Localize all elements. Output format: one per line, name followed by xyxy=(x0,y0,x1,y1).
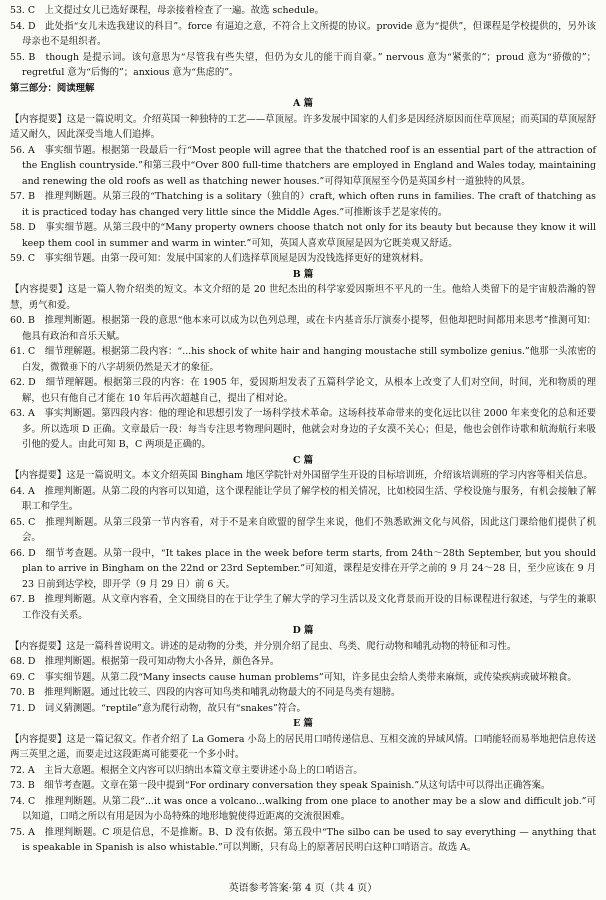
passage-heading-b: B 篇 xyxy=(292,268,314,280)
answer-62: 62. D 细节理解题。根据第三段的内容：在 1905 年，爱因斯坦发表了五篇科学论文，从根本上改变了人们对空间，时间，光和物质的理解，也只有他自己才能在 10 年后再次超越自己，提出了相对论。 xyxy=(10,377,596,404)
answer-70: 70. B 推理判断题。通过比较三、四段的内容可知鸟类和哺乳动物最大的不同是鸟类有翅膀。 xyxy=(10,687,401,698)
answer-69: 69. C 事实细节题。从第二段“Many insects cause human problems”可知，许多昆虫会给人类带来麻烦，或传染疾病或破坏粮食。 xyxy=(10,671,577,683)
summary-b: 【内容提要】这是一篇人物介绍类的短文。本文介绍的是 20 世纪杰出的科学家爱因斯坦不平凡的一生。他给人类留下的是宇宙般浩瀚的智慧，勇气和爱。 xyxy=(10,284,596,311)
answer-59: 59. C 事实细节题。由第一段可知：发展中国家的人们选择草顶屋是因为没钱选择更好的建筑材料。 xyxy=(10,253,429,264)
answer-68: 68. D 推理判断题。根据第一段可知动物大小各异，颜色各异。 xyxy=(10,656,280,667)
answer-67: 67. B 推理判断题。从文章内容看，全文围绕目的在于让学生了解大学的学习生活以及文化背景而开设的目标课程进行叙述，与学生的兼职工作没有关系。 xyxy=(10,594,596,621)
answer-55: 55. B though 是提示词。该句意思为“尽管我有些失望，但仍为女儿的能干而自豪。” nervous 意为“紧张的”；proud 意为“骄傲的”；regretful 意为“后悔的”；anxious 意为“焦虑的”。 xyxy=(10,51,596,78)
answer-71: 71. D 词义猜测题。“reptile”意为爬行动物，故只有“snakes”符合。 xyxy=(10,702,306,714)
answer-65: 65. C 推理判断题。从第三段第一节内容看，对于不是来自欧盟的留学生来说，他们不熟悉欧洲文化与风俗，因此这门课给他们提供了机会。 xyxy=(10,516,596,543)
answer-57: 57. B 推理判断题。从第三段的“Thatching is a solitary（独自的）craft, which often runs in families. The craft of thatching as it is practiced today has changed very little since the Middle Ages.”可推断该手艺是家传的。 xyxy=(10,191,596,218)
answer-72: 72. A 主旨大意题。根据全文内容可以归纳出本篇文章主要讲述小岛上的口哨语言。 xyxy=(10,764,363,776)
answer-64: 64. A 推理判断题。从第二段的内容可以知道，这个课程能让学员了解学校的相关情况，比如校园生活、学校设施与服务，有机会接触了解职工和学生。 xyxy=(10,485,596,512)
summary-d: 【内容提要】这是一篇科普说明文。讲述的是动物的分类，并分别介绍了昆虫、鸟类、爬行动物和哺乳动物的特征和习性。 xyxy=(10,640,517,652)
page-footer: 英语参考答案·第 4 页（共 4 页） xyxy=(228,882,378,894)
answer-56: 56. A 事实细节题。根据第一段最后一行“Most people will agree that the thatched roof is an essential part of the attraction of the English countryside.”和第三段中“Over 800 full-time thatchers are employed in England and Wales today, maintaining and renewing the old roofs as well as thatching newer houses.”可得知草顶屋至今仍是英国乡村一道独特的风景。 xyxy=(10,144,596,187)
passage-heading-a: A 篇 xyxy=(293,98,313,109)
answer-74: 74. C 推理判断题。从第二段“...it was once a volcano...walking from one place to another may be a slow and difficult job.”可以知道，口哨之所以有用是因为小岛特殊的地形地貌使得近距离的交流很困难。 xyxy=(10,795,596,822)
answer-73: 73. B 细节考查题。文章在第一段中提到“For ordinary conversation they speak Spainish.”从这句话中可以得出正确答案。 xyxy=(10,780,551,791)
answer-63: 63. A 事实判断题。第四段内容：他的理论和思想引发了一场科学技术革命。这场科技革命带来的变化远比以往 2000 年来变化的总和还要多。所以选项 D 正确。文章最后一段：每当专注思考物理问题时，他就会对身边的子女漠不关心；但是，他也会创作诗歌和航海航行来吸引他的爱人。由此可知 B，C 两项是正确的。 xyxy=(10,408,596,450)
answer-75: 75. A 推理判断题。C 项是信息，不是推断。B、D 没有依据。第五段中“The silbo can be used to say everything — anything that is speakable in Spanish is also whistable.”可以判断，只有岛上的原著居民明白这种口哨语言。故选 A。 xyxy=(10,826,596,853)
section-heading: 第三部分：阅读理解 xyxy=(10,82,95,94)
answer-58: 58. D 事实细节题。从第三段中的“Many property owners choose thatch not only for its beauty but because they know it will keep them cool in summer and warm in winter.”可知，英国人喜欢草顶屋是因为它既美观又舒适。 xyxy=(10,222,596,249)
answer-60: 60. B 推理判断题。根据第一段的意思“他本来可以成为以色列总理，或在卡内基音乐厅演奏小提琴，但他却把时间都用来思考”推测可知：他具有政治和音乐天赋。 xyxy=(10,315,596,342)
passage-heading-d: D 篇 xyxy=(292,625,314,636)
answer-53: 53. C 上文提过女儿已选好课程，母亲接着检查了一遍。故选 schedule。 xyxy=(10,5,325,16)
answer-54: 54. D 此处指“女儿未选我建议的科目”。force 有逼迫之意，不符合上文所提的协议。provide 意为“提供”，但课程是学校提供的，另外该母亲也不是组织者。 xyxy=(10,20,596,47)
summary-c: 【内容提要】这是一篇说明文。本文介绍英国 Bingham 地区学院针对外国留学生开设的目标培训班，介绍该培训班的学习内容等相关信息。 xyxy=(10,470,593,481)
summary-e: 【内容提要】这是一篇记叙文。作者介绍了 La Gomera 小岛上的居民用口哨传递信息、互相交流的异域风情。口哨能轻而易举地把信息传送两三英里之遥，而要走过这段距离可能要花一个多小时。 xyxy=(10,733,596,760)
summary-a: 【内容提要】这是一篇说明文。介绍英国一种独特的工艺——草顶屋。许多发展中国家的人们多是因经济原因而住草顶屋；而英国的草顶屋舒适又耐久，因此深受当地人们追捧。 xyxy=(10,113,596,140)
answer-66: 66. D 细节考查题。从第一段中，“It takes place in the week before term starts, from 24th～28th September, but you should plan to arrive in Bingham on the 22nd or 23rd September.”可知道，课程是安排在开学之前的 9 月 24～28 日，至少应该在 9 月 23 日前到达学校，即开学（9 月 29 日）前 6 天。 xyxy=(10,547,596,590)
passage-heading-c: C 篇 xyxy=(292,454,314,466)
passage-heading-e: E 篇 xyxy=(293,718,313,729)
answer-61: 61. C 细节理解题。根据第二段内容：“...his shock of white hair and hanging moustache still symbolize genius.”他那一头浓密的白发，微微垂下的八字胡须仍然是天才的象征。 xyxy=(10,346,596,373)
